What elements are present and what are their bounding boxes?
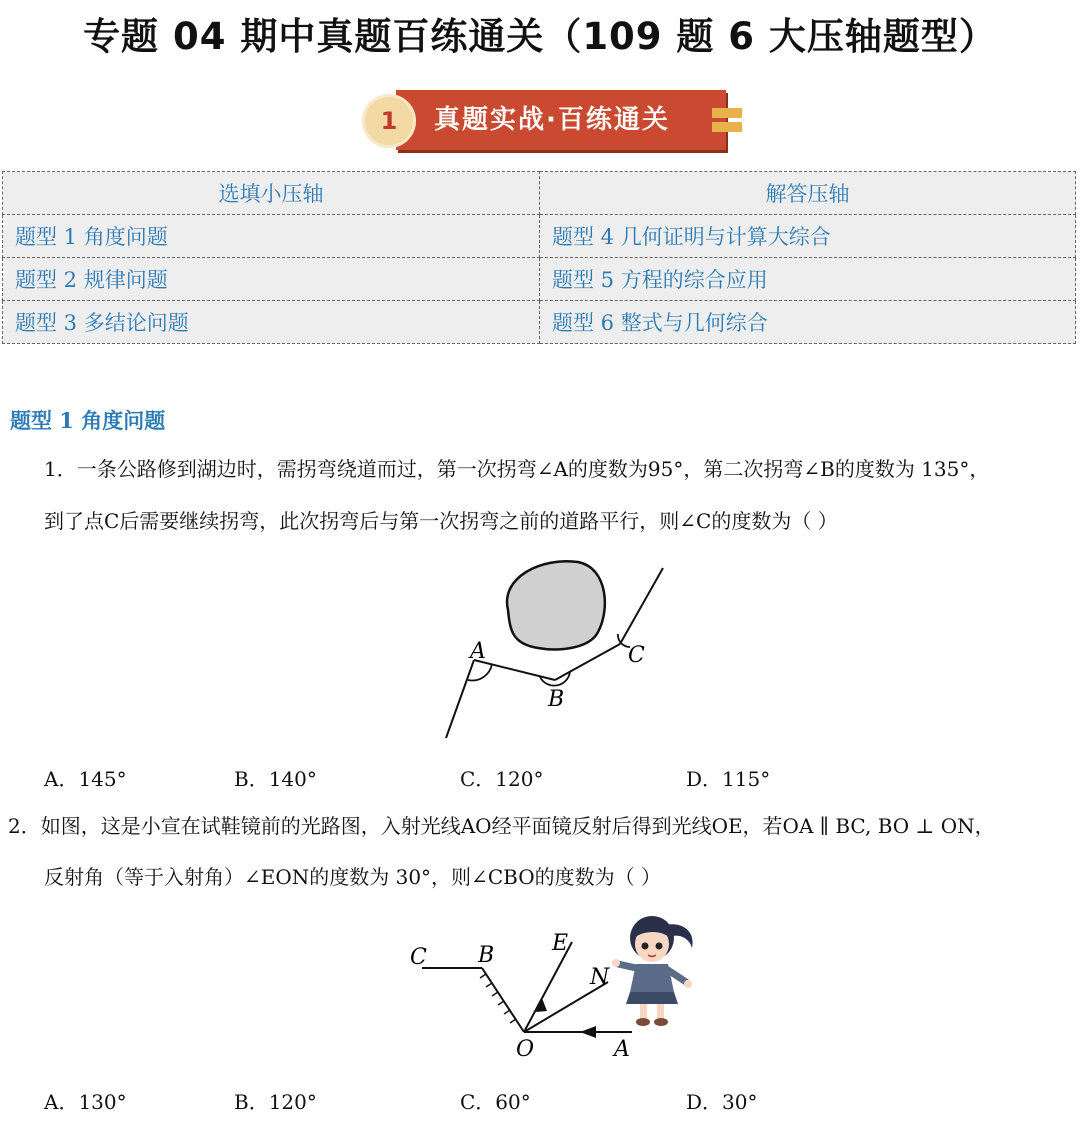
point-label-a: A	[614, 1037, 630, 1062]
question-1-option-b[interactable]: B．140°	[234, 767, 317, 791]
point-label-o: O	[516, 1037, 535, 1062]
question-1-figure	[430, 552, 680, 747]
question-1-option-a[interactable]: A．145°	[44, 767, 127, 791]
question-2-option-d[interactable]: D．30°	[686, 1090, 758, 1114]
point-label-a: A	[470, 639, 486, 664]
point-label-c: C	[628, 643, 645, 668]
topic-link-6[interactable]: 题型 6 整式与几何综合	[540, 301, 1076, 344]
table-header-answer: 解答压轴	[540, 172, 1076, 215]
table-header-fill: 选填小压轴	[3, 172, 540, 215]
section-heading: 题型 1 角度问题	[10, 408, 166, 433]
topic-link-4[interactable]: 题型 4 几何证明与计算大综合	[540, 215, 1076, 258]
question-2-line-2: 反射角（等于入射角）∠EON的度数为 30°，则∠CBO的度数为（ ）	[44, 865, 661, 889]
question-1-line-2: 到了点C后需要继续拐弯，此次拐弯后与第一次拐弯之前的道路平行，则∠C的度数为（ ）	[44, 509, 838, 533]
question-1-option-c[interactable]: C．120°	[460, 767, 544, 791]
point-label-n: N	[590, 965, 610, 990]
question-1-option-d[interactable]: D．115°	[686, 767, 771, 791]
question-2-line-1: 2．如图，这是小宣在试鞋镜前的光路图，入射光线AO经平面镜反射后得到光线OE，若OA ∥ BC, BO ⊥ ON，	[8, 814, 995, 838]
point-label-e: E	[552, 931, 569, 956]
topic-table	[2, 171, 1076, 344]
page-title: 专题 04 期中真题百练通关（109 题 6 大压轴题型）	[83, 15, 997, 58]
question-2-option-b[interactable]: B．120°	[234, 1090, 317, 1114]
lake-shape	[507, 561, 605, 649]
banner-decoration	[712, 108, 742, 118]
point-label-b: B	[548, 687, 565, 712]
banner-decoration	[712, 122, 742, 132]
topic-link-5[interactable]: 题型 5 方程的综合应用	[540, 258, 1076, 301]
point-label-b: B	[478, 943, 495, 968]
girl-illustration	[604, 908, 700, 1030]
question-1-line-1: 1．一条公路修到湖边时，需拐弯绕道而过，第一次拐弯∠A的度数为95°，第二次拐弯∠B的度数为 135°，	[44, 457, 990, 481]
point-label-c: C	[410, 945, 427, 970]
question-2-option-a[interactable]: A．130°	[44, 1090, 127, 1114]
topic-link-3[interactable]: 题型 3 多结论问题	[3, 301, 540, 344]
section-banner	[362, 84, 748, 156]
topic-link-2[interactable]: 题型 2 规律问题	[3, 258, 540, 301]
banner-label: 真题实战·百练通关	[434, 105, 670, 135]
question-2-option-c[interactable]: C．60°	[460, 1090, 531, 1114]
banner-number-badge: 1	[362, 94, 416, 148]
topic-link-1[interactable]: 题型 1 角度问题	[3, 215, 540, 258]
